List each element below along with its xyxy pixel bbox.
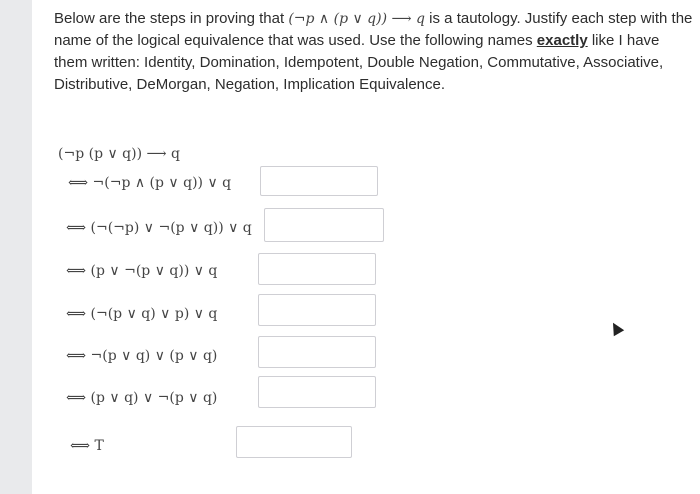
step-4-expression: ⟺ (¬(p ∨ q) ∨ p) ∨ q [66, 306, 218, 322]
step-2-justification-input[interactable] [264, 208, 384, 242]
step-7-justification-input[interactable] [236, 426, 352, 458]
question-card [32, 0, 700, 494]
prompt-text-1: Below are the steps in proving that [54, 10, 289, 27]
step-1-expression: ⟺ ¬(¬p ∧ (p ∨ q)) ∨ q [68, 175, 232, 191]
proof-start: (¬p (p ∨ q)) ⟶ q [58, 146, 180, 162]
step-5-expression: ⟺ ¬(p ∨ q) ∨ (p ∨ q) [66, 348, 218, 364]
step-1-justification-input[interactable] [260, 166, 378, 196]
step-3-expression: ⟺ (p ∨ ¬(p ∨ q)) ∨ q [66, 263, 218, 279]
step-2-expression: ⟺ (¬(¬p) ∨ ¬(p ∨ q)) ∨ q [66, 220, 252, 236]
question-prompt [54, 8, 694, 96]
mouse-pointer-icon [608, 320, 624, 336]
prompt-emphasis: exactly [536, 32, 588, 49]
step-6-justification-input[interactable] [258, 376, 376, 408]
step-7-expression: ⟺ T [70, 438, 104, 454]
step-5-justification-input[interactable] [258, 336, 376, 368]
prompt-formula: (¬p ∧ (p ∨ q)) ⟶ q [288, 11, 426, 27]
step-4-justification-input[interactable] [258, 294, 376, 326]
prompt-text-2: is a tautology. Justify each step with the name of the logical equivalence that was used. Use the following names [54, 10, 693, 49]
prompt-text-3: like I have them written: Identity, Domination, Idempotent, Double Negation, Commutative, Associative, Distributive, DeMorgan, Negation, Implication Equivalence. [54, 32, 664, 93]
step-3-justification-input[interactable] [258, 253, 376, 285]
step-6-expression: ⟺ (p ∨ q) ∨ ¬(p ∨ q) [66, 390, 218, 406]
